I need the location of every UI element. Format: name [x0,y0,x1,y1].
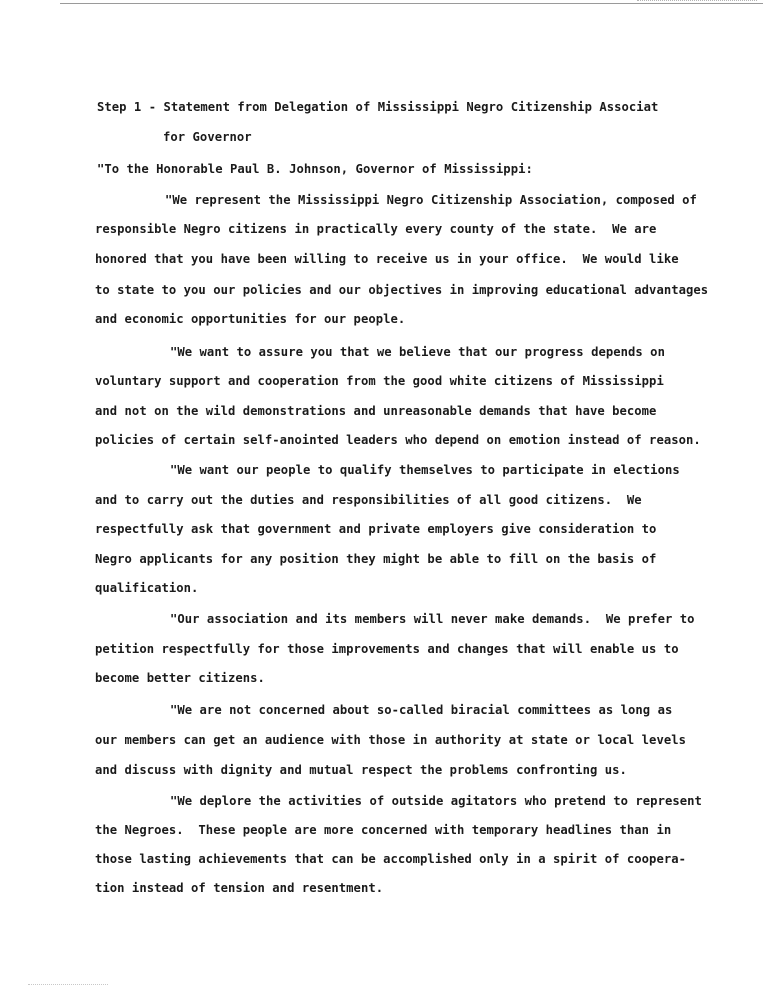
paragraph-6-line-2: the Negroes. These people are more concerned with temporary headlines than in [95,823,672,837]
paragraph-4-line-3: become better citizens. [95,671,265,685]
paragraph-1-line-5: and economic opportunities for our people. [95,312,406,326]
paragraph-4-line-1: "Our association and its members will never make demands. We prefer to [170,612,695,626]
paragraph-2-line-3: and not on the wild demonstrations and unreasonable demands that have become [95,404,657,418]
heading-line-1: Step 1 - Statement from Delegation of Mississippi Negro Citizenship Associat [97,100,659,114]
paragraph-3-line-2: and to carry out the duties and responsibilities of all good citizens. We [95,493,642,507]
paragraph-6-line-4: tion instead of tension and resentment. [95,881,384,895]
paragraph-3-line-1: "We want our people to qualify themselves to participate in elections [170,463,680,477]
salutation: "To the Honorable Paul B. Johnson, Governor of Mississippi: [97,162,533,176]
paragraph-2-line-4: policies of certain self-anointed leaders who depend on emotion instead of reason. [95,433,701,447]
paragraph-2-line-1: "We want to assure you that we believe that our progress depends on [170,345,665,359]
paragraph-5-line-2: our members can get an audience with those in authority at state or local levels [95,733,686,747]
paragraph-3-line-4: Negro applicants for any position they might be able to fill on the basis of [95,552,657,566]
paragraph-1-line-2: responsible Negro citizens in practically every county of the state. We are [95,222,657,236]
paragraph-1-line-4: to state to you our policies and our objectives in improving educational advantages [95,283,709,297]
paragraph-3-line-5: qualification. [95,581,199,595]
paragraph-5-line-1: "We are not concerned about so-called biracial committees as long as [170,703,673,717]
top-scan-specks [637,0,757,7]
paragraph-5-line-3: and discuss with dignity and mutual respect the problems confronting us. [95,763,627,777]
paragraph-1-line-1: "We represent the Mississippi Negro Citizenship Association, composed of [165,193,697,207]
heading-line-2: for Governor [163,130,252,144]
bottom-scan-specks [28,984,108,985]
paragraph-3-line-3: respectfully ask that government and private employers give consideration to [95,522,657,536]
paragraph-6-line-1: "We deplore the activities of outside agitators who pretend to represent [170,794,702,808]
paragraph-6-line-3: those lasting achievements that can be accomplished only in a spirit of coopera- [95,852,686,866]
paragraph-1-line-3: honored that you have been willing to receive us in your office. We would like [95,252,679,266]
paragraph-4-line-2: petition respectfully for those improvements and changes that will enable us to [95,642,679,656]
paragraph-2-line-2: voluntary support and cooperation from the good white citizens of Mississippi [95,374,664,388]
